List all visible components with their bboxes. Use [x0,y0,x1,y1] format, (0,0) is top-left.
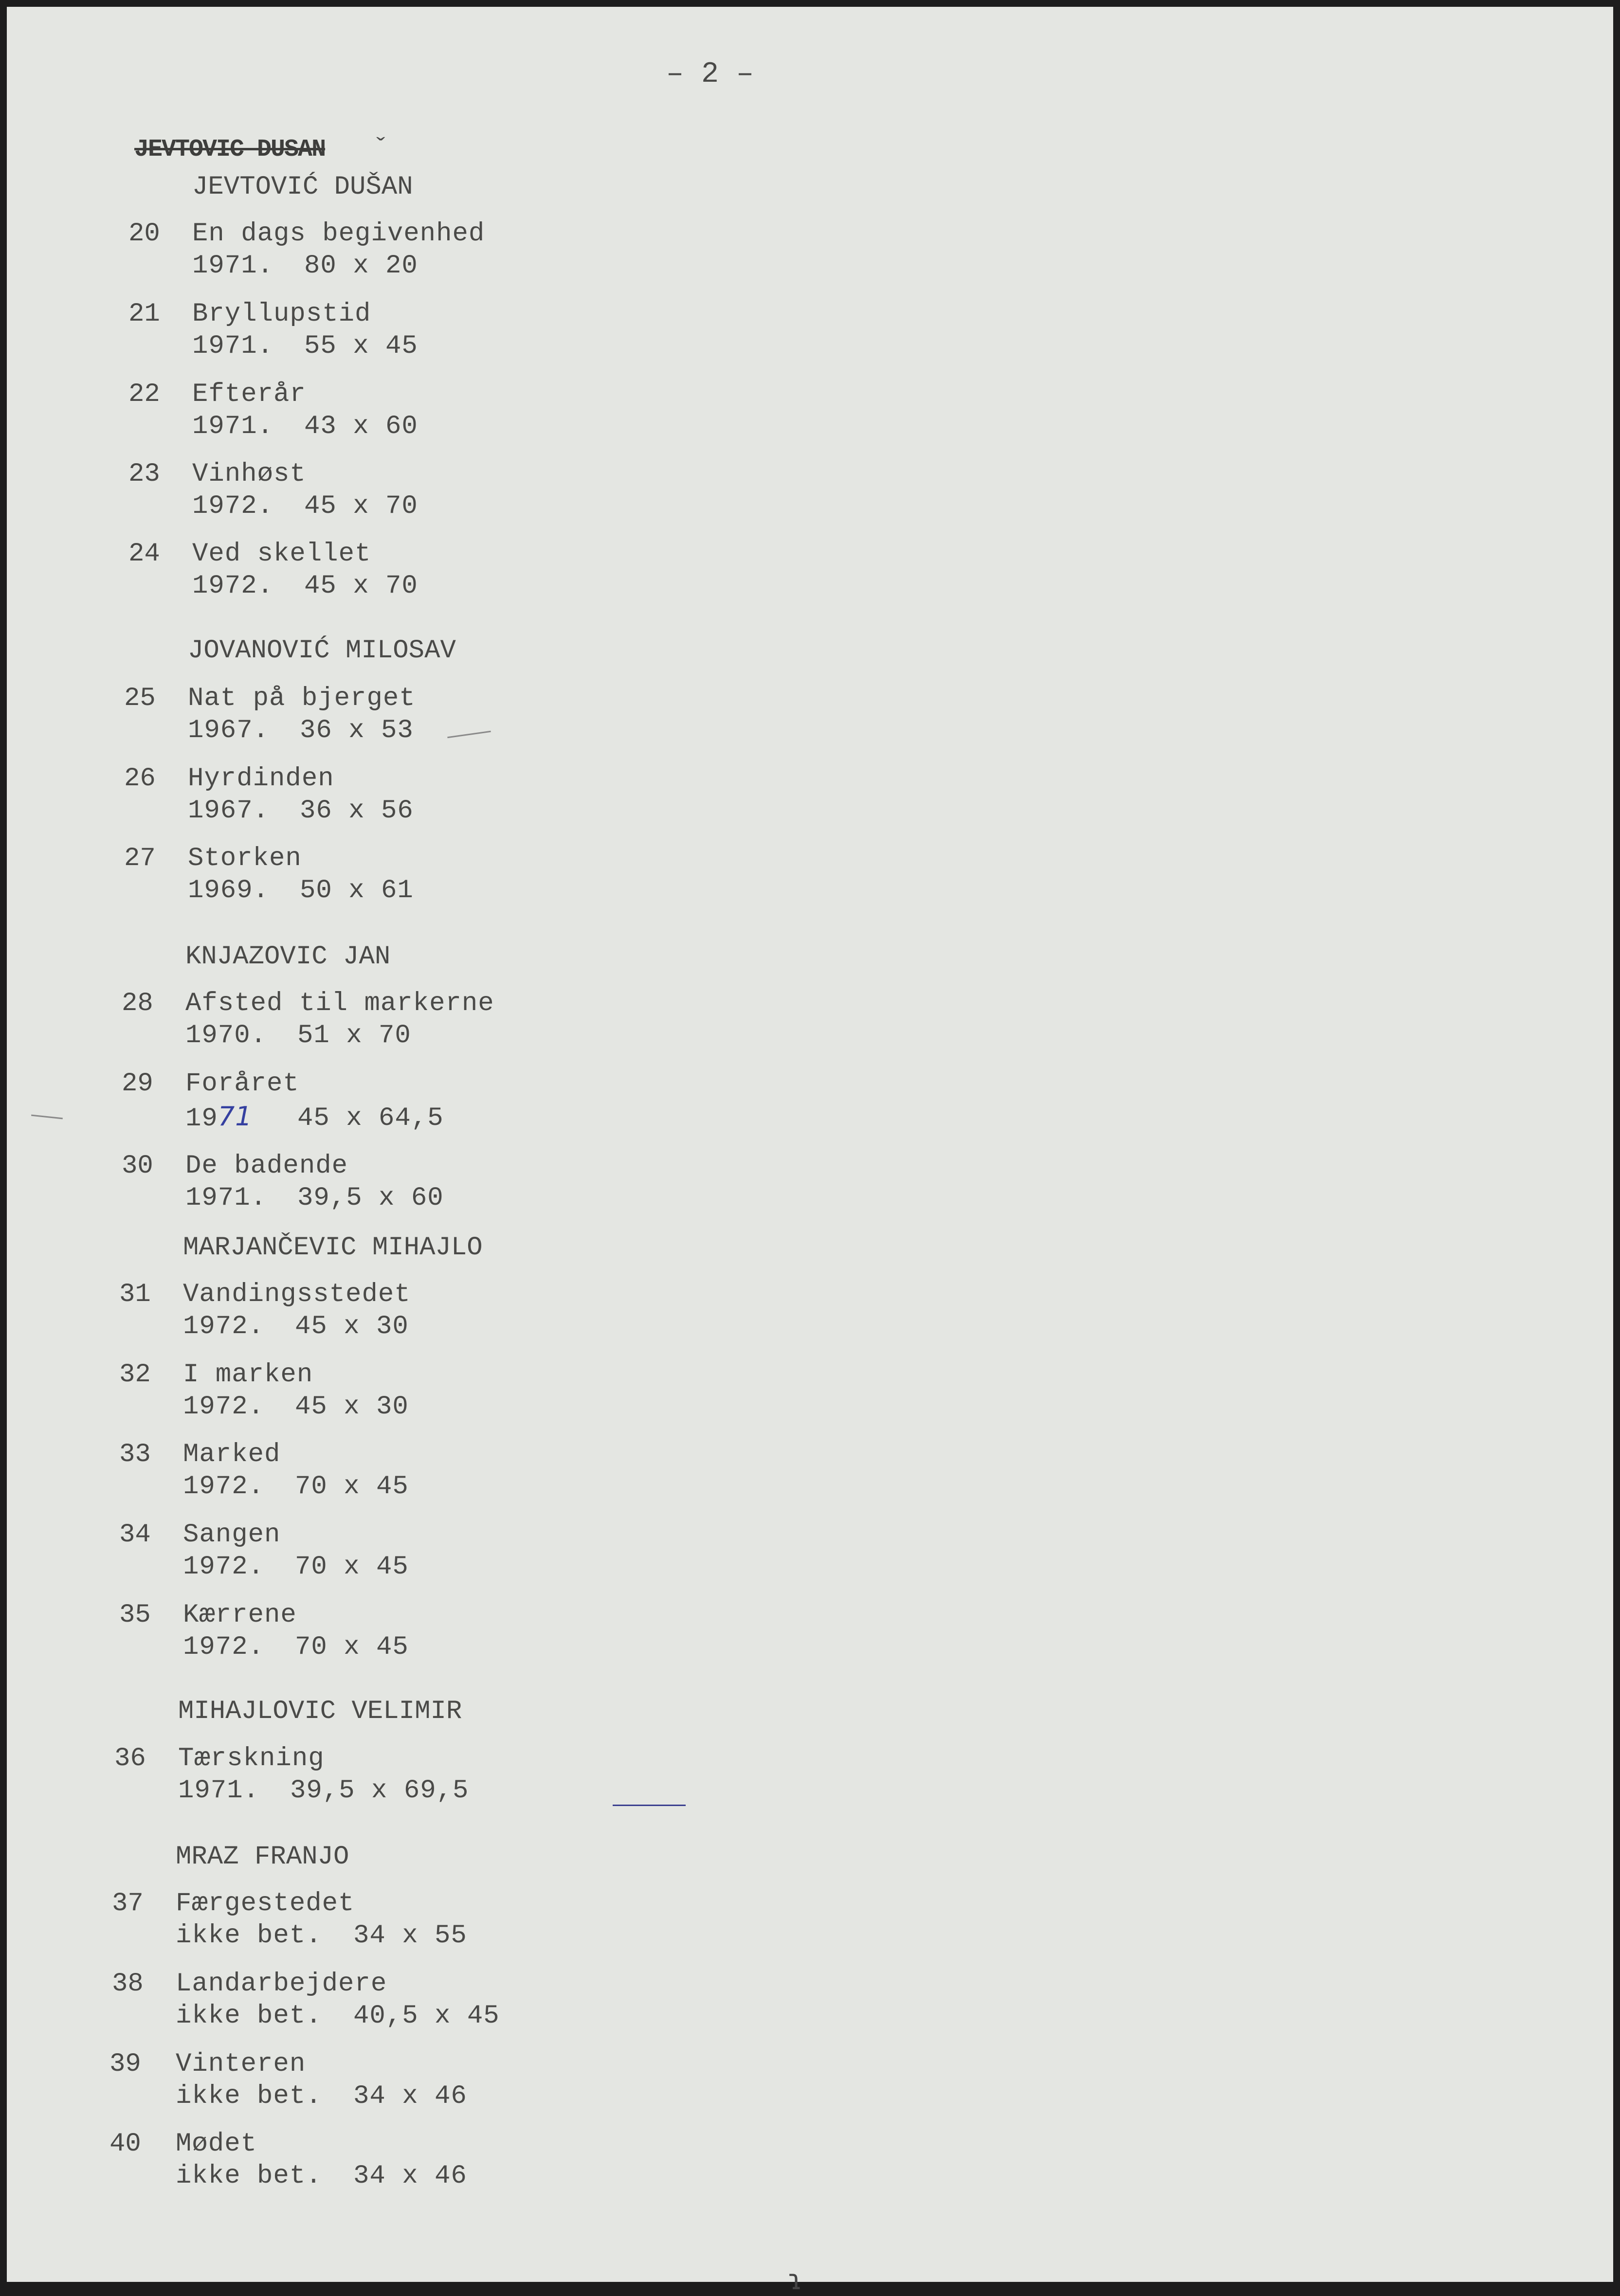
entry-number: 25 [124,684,156,713]
artist-heading: MIHAJLOVIC VELIMIR [178,1697,462,1726]
artist-heading: MRAZ FRANJO [176,1842,349,1872]
pen-underline-mark [613,1805,686,1806]
document-page [7,7,1613,2296]
entry-size: 70 x 45 [295,1552,409,1582]
entry-title: Vinteren [176,2049,306,2079]
entry-year: 1972. [183,1392,265,1422]
entry-number: 23 [128,459,160,489]
entry-title: En dags begivenhed [192,219,485,249]
entry-size: 43 x 60 [304,412,418,441]
entry-year: 1967. [188,796,270,826]
entry-title: Hyrdinden [188,764,334,794]
entry-title: Afsted til markerne [185,989,494,1018]
entry-number: 34 [119,1520,151,1550]
entry-title: Marked [183,1440,281,1469]
entry-title: Færgestedet [176,1889,355,1918]
entry-year: ikke bet. [176,2001,322,2031]
entry-number: 31 [119,1280,151,1309]
entry-size: 50 x 61 [300,876,414,905]
entry-year-typed: 19 [185,1104,218,1134]
entry-size: 39,5 x 60 [297,1183,444,1213]
entry-number: 22 [128,380,160,409]
entry-size: 39,5 x 69,5 [290,1776,469,1806]
entry-title: De badende [185,1151,348,1181]
entry-number: 26 [124,764,156,794]
entry-size: 45 x 70 [304,491,418,521]
handwritten-mark: ɿ [788,2264,802,2296]
entry-year: 1972. [192,491,274,521]
entry-year: ikke bet. [176,1921,322,1951]
entry-title: Kærrene [183,1600,297,1630]
entry-year: 1971. [178,1776,260,1806]
entry-year: 1967. [188,716,270,745]
entry-year: ikke bet. [176,2081,322,2111]
entry-number: 40 [109,2129,141,2159]
entry-year: 1971. [192,251,274,281]
artist-heading: JOVANOVIĆ MILOSAV [188,636,456,666]
entry-title: Ved skellet [192,539,371,569]
entry-year: 1971. [192,412,274,441]
entry-number: 20 [128,219,160,249]
entry-title: Sangen [183,1520,281,1550]
pencil-tick-mark [31,1115,63,1120]
entry-title: Bryllupstid [192,299,371,329]
artist-heading: JEVTOVIĆ DUŠAN [192,172,413,202]
entry-size: 55 x 45 [304,331,418,361]
caron-mark: ˇ [373,134,389,164]
entry-size: 36 x 53 [300,716,414,745]
entry-number: 36 [114,1744,146,1773]
entry-number: 21 [128,299,160,329]
entry-number: 24 [128,539,160,569]
entry-size: 45 x 64,5 [297,1103,444,1133]
entry-title: Tærskning [178,1744,325,1773]
entry-title: Efterår [192,380,306,409]
entry-number: 30 [122,1151,153,1181]
entry-number: 37 [112,1889,144,1918]
entry-year: 1969. [188,876,270,905]
entry-size: 36 x 56 [300,796,414,826]
entry-title: I marken [183,1360,313,1390]
entry-year: ikke bet. [176,2161,322,2191]
entry-year: 1972. [183,1552,265,1582]
entry-number: 35 [119,1600,151,1630]
entry-year: 1972. [183,1472,265,1501]
entry-title: Mødet [176,2129,257,2159]
entry-number: 39 [109,2049,141,2079]
entry-number: 38 [112,1969,144,1999]
entry-number: 32 [119,1360,151,1390]
entry-year: 1972. [192,571,274,601]
entry-size: 45 x 30 [295,1312,409,1341]
entry-size: 45 x 70 [304,571,418,601]
entry-title: Landarbejdere [176,1969,387,1999]
entry-size: 40,5 x 45 [353,2001,500,2031]
entry-size: 34 x 55 [353,1921,467,1951]
artist-heading: KNJAZOVIC JAN [185,942,391,972]
entry-year: 1971. [185,1183,267,1213]
entry-title: Vinhøst [192,459,306,489]
entry-year: 1971. [192,331,274,361]
entry-number: 27 [124,844,156,873]
entry-size: 70 x 45 [295,1632,409,1662]
entry-title: Storken [188,844,302,873]
entry-title: Nat på bjerget [188,684,416,713]
entry-year [185,1101,253,1134]
entry-year: 1972. [183,1632,265,1662]
artist-heading: MARJANČEVIC MIHAJLO [183,1233,483,1263]
entry-size: 51 x 70 [297,1021,411,1050]
entry-size: 80 x 20 [304,251,418,281]
entry-number: 29 [122,1069,153,1099]
handwritten-year: 71 [218,1101,253,1132]
entry-size: 34 x 46 [353,2161,467,2191]
page-number: – 2 – [666,58,754,91]
entry-number: 33 [119,1440,151,1469]
entry-number: 28 [122,989,153,1018]
entry-size: 70 x 45 [295,1472,409,1501]
entry-title: Foråret [185,1069,299,1099]
entry-title: Vandingsstedet [183,1280,411,1309]
pencil-tick-mark [447,731,491,738]
entry-size: 45 x 30 [295,1392,409,1422]
struck-heading: JEVTOVIC DUSAN [134,136,326,163]
entry-size: 34 x 46 [353,2081,467,2111]
entry-year: 1972. [183,1312,265,1341]
entry-year: 1970. [185,1021,267,1050]
